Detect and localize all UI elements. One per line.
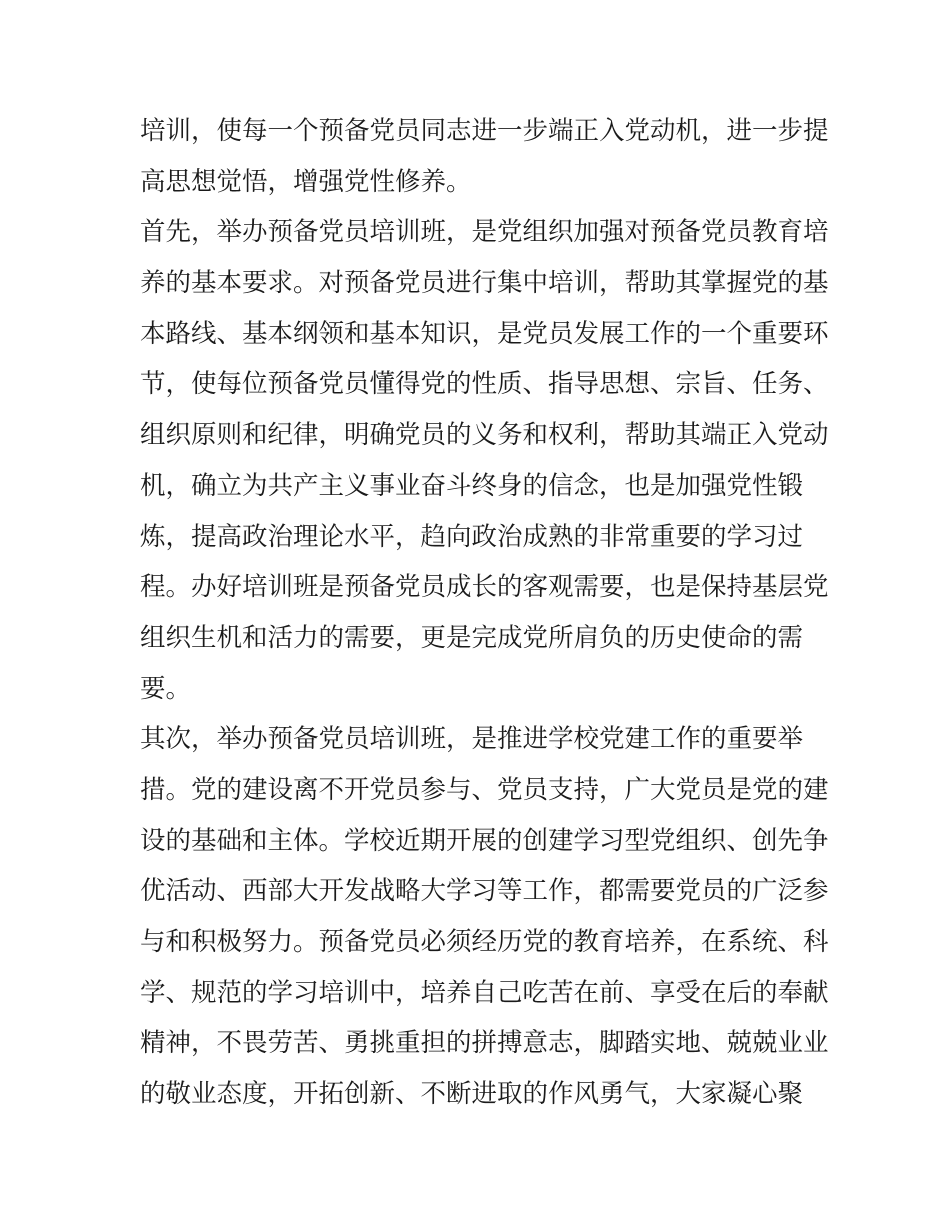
text-line: 精神，不畏劳苦、勇挑重担的拼搏意志，脚踏实地、兢兢业业 (140, 1028, 829, 1059)
text-line: 措。党的建设离不开党员参与、党员支持，广大党员是党的建 (140, 774, 829, 805)
text-line: 程。办好培训班是预备党员成长的客观需要，也是保持基层党 (140, 572, 829, 603)
text-line: 其次，举办预备党员培训班，是推进学校党建工作的重要举 (140, 724, 804, 755)
text-line: 的敬业态度，开拓创新、不断进取的作风勇气，大家凝心聚 (140, 1079, 804, 1110)
text-line: 与和积极努力。预备党员必须经历党的教育培养，在系统、科 (140, 927, 829, 957)
text-line: 炼，提高政治理论水平，趋向政治成熟的非常重要的学习过 (140, 521, 804, 552)
text-line: 学、规范的学习培训中，培养自己吃苦在前、享受在后的奉献 (140, 977, 829, 1008)
text-line: 组织生机和活力的需要，更是完成党所肩负的历史使命的需 (140, 622, 804, 653)
text-line: 机，确立为共产主义事业奋斗终身的信念，也是加强党性锻 (140, 470, 804, 501)
text-line: 首先，举办预备党员培训班，是党组织加强对预备党员教育培 (140, 217, 829, 248)
text-line: 培训，使每一个预备党员同志进一步端正入党动机，进一步提 (140, 116, 829, 146)
text-line: 节，使每位预备党员懂得党的性质、指导思想、宗旨、任务、 (140, 369, 829, 400)
text-line: 本路线、基本纲领和基本知识，是党员发展工作的一个重要环 (140, 318, 829, 349)
body-text (140, 106, 829, 1120)
text-line: 养的基本要求。对预备党员进行集中培训，帮助其掌握党的基 (140, 268, 829, 299)
text-line: 高思想觉悟，增强党性修养。 (140, 166, 472, 197)
text-line: 要。 (140, 673, 192, 704)
text-line: 组织原则和纪律，明确党员的义务和权利，帮助其端正入党动 (140, 420, 829, 451)
text-line: 设的基础和主体。学校近期开展的创建学习型党组织、创先争 (140, 825, 829, 856)
text-line: 优活动、西部大开发战略大学习等工作，都需要党员的广泛参 (140, 876, 829, 907)
